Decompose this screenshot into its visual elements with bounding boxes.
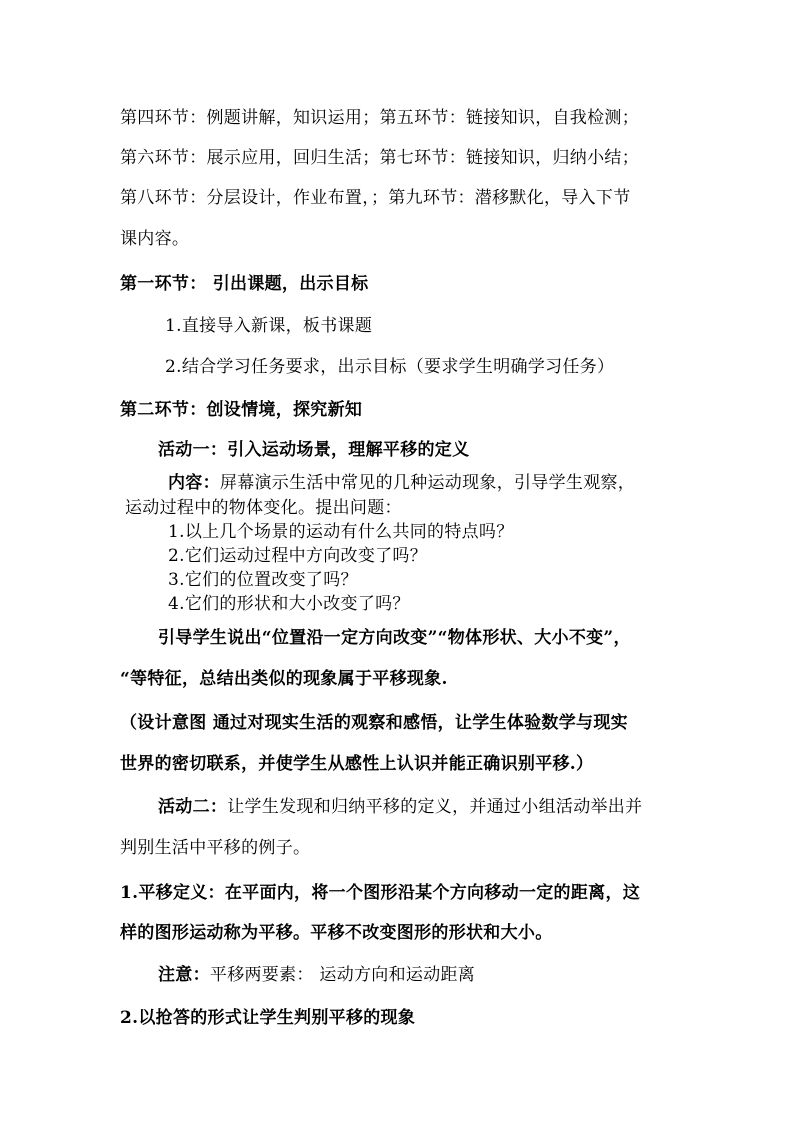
- section-heading-2: 第二环节：创设情境，探究新知: [120, 400, 363, 420]
- definition-line-1: [120, 882, 640, 904]
- activity-two-line-2: 判别生活中平移的例子。: [120, 838, 311, 858]
- list-item-1: 1.直接导入新课，板书课题: [165, 316, 373, 336]
- question-2: 2.它们运动过程中方向改变了吗？: [168, 546, 428, 566]
- judge-translation-line: 2.以抢答的形式让学生判别平移的现象: [120, 1008, 416, 1028]
- question-4: 4.它们的形状和大小改变了吗？: [168, 594, 410, 614]
- content-line-1: [168, 472, 635, 494]
- definition-line-2: 样的图形运动称为平移。平移不改变图形的形状和大小。: [120, 923, 553, 943]
- content-label: 内容：: [168, 473, 220, 493]
- note-line: [158, 964, 475, 986]
- activity-two-label: 活动二：: [158, 797, 228, 817]
- paragraph-line-4: 课内容。: [120, 229, 190, 249]
- design-intent-line-1: （设计意图 通过对现实生活的观察和感悟，让学生体验数学与现实: [120, 713, 628, 733]
- activity-one-heading: 活动一：引入运动场景，理解平移的定义: [158, 440, 470, 460]
- question-1: 1.以上几个场景的运动有什么共同的特点吗？: [168, 522, 514, 542]
- section-heading-1: 第一环节： 引出课题，出示目标: [120, 274, 369, 294]
- guide-line-2: “等特征，总结出类似的现象属于平移现象.: [120, 669, 448, 689]
- guide-line-1: 引导学生说出“位置沿一定方向改变”“物体形状、大小不变”，: [158, 628, 631, 648]
- paragraph-line-3: 第八环节：分层设计，作业布置，；第九环节：潜移默化，导入下节: [120, 188, 631, 208]
- activity-two-text: 让学生发现和归纳平移的定义，并通过小组活动举出并: [227, 797, 643, 817]
- list-item-2: 2.结合学习任务要求，出示目标（要求学生明确学习任务）: [165, 357, 615, 377]
- definition-label: 1.平移定义：: [120, 883, 225, 903]
- content-text: 屏幕演示生活中常见的几种运动现象，引导学生观察，: [219, 473, 636, 493]
- content-line-2: 运动过程中的物体变化。提出问题：: [125, 498, 402, 518]
- paragraph-line-1: 第四环节：例题讲解，知识运用；第五环节：链接知识，自我检测；: [120, 108, 639, 128]
- activity-two-line-1: [158, 796, 642, 818]
- question-3: 3.它们的位置改变了吗？: [168, 570, 358, 590]
- paragraph-line-2: 第六环节：展示应用，回归生活；第七环节：链接知识，归纳小结；: [120, 148, 639, 168]
- definition-text: 在平面内，将一个图形沿某个方向移动一定的距离，这: [224, 883, 641, 903]
- note-label: 注意：: [158, 965, 210, 985]
- design-intent-line-2: 世界的密切联系，并使学生从感性上认识并能正确识别平移.）: [120, 754, 594, 774]
- note-text: 平移两要素： 运动方向和运动距离: [209, 965, 476, 985]
